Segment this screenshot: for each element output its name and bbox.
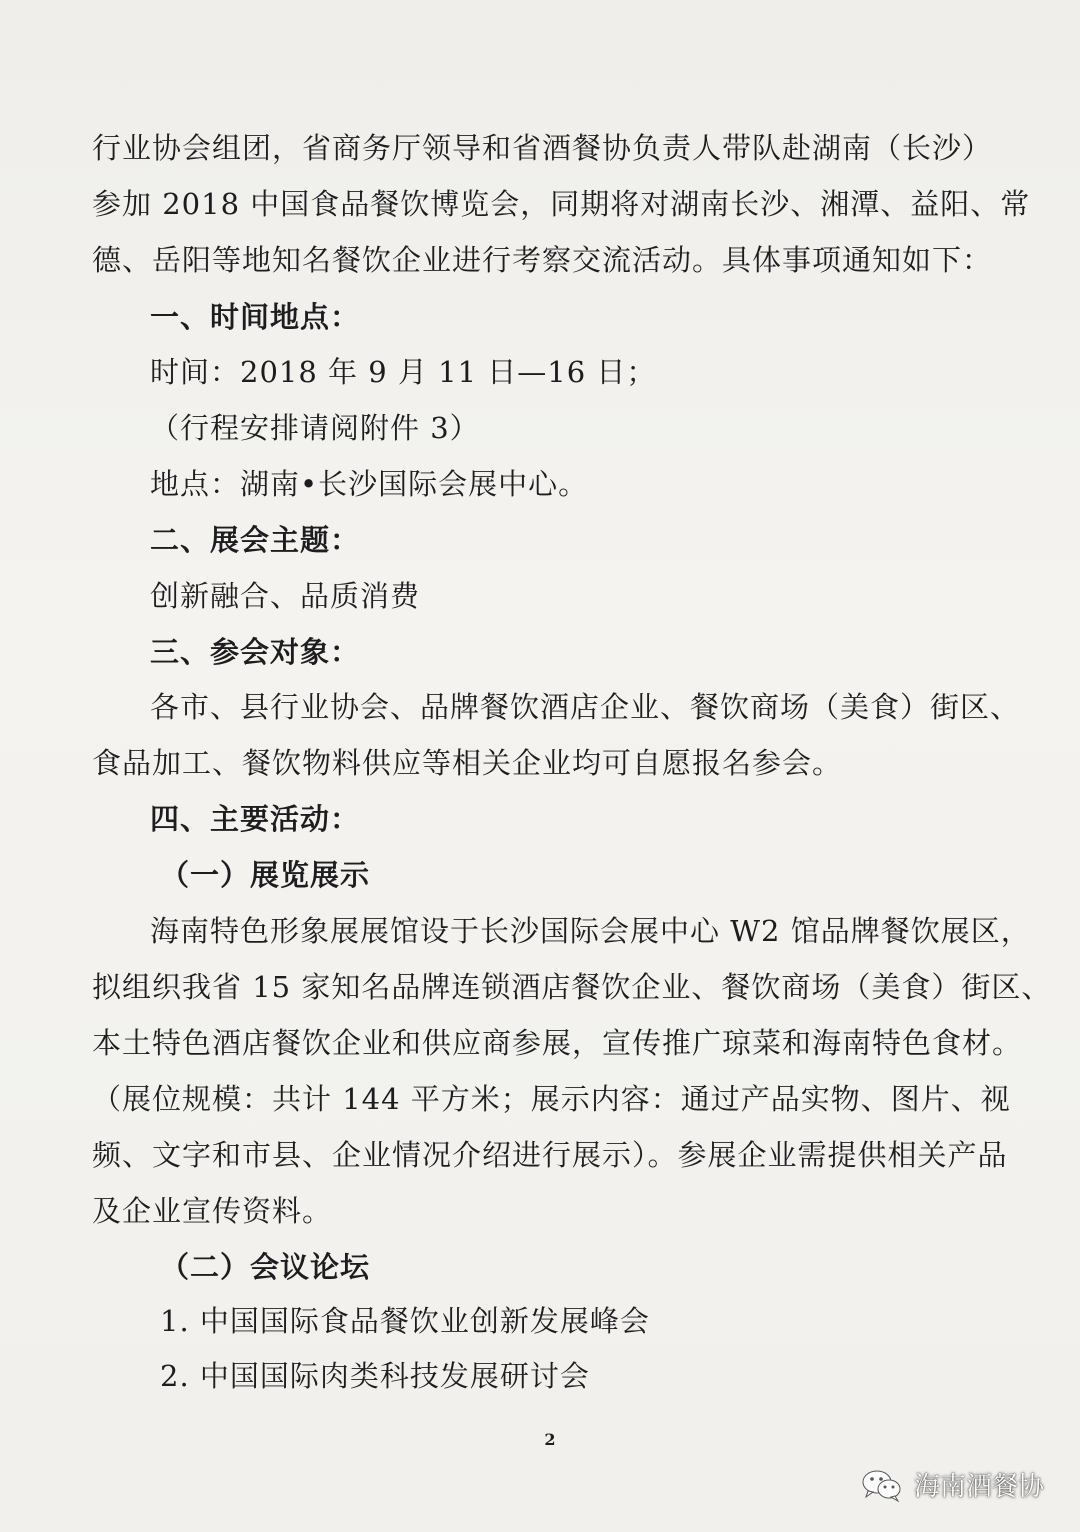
section3-line-1: 各市、县行业协会、品牌餐饮酒店企业、餐饮商场（美食）街区、 — [150, 690, 1021, 724]
wechat-icon — [860, 1467, 904, 1503]
section2-theme: 创新融合、品质消费 — [150, 579, 421, 613]
section4-sub2-heading: （二）会议论坛 — [160, 1250, 371, 1284]
sub1-line-1: 海南特色形象展展馆设于长沙国际会展中心 W2 馆品牌餐饮展区， — [150, 914, 1031, 948]
sub1-line-3: 本土特色酒店餐饮企业和供应商参展，宣传推广琼菜和海南特色食材。 — [92, 1026, 1023, 1060]
watermark-text: 海南酒餐协 — [913, 1472, 1044, 1502]
watermark — [860, 1466, 1044, 1503]
section1-itinerary: （行程安排请阅附件 3） — [150, 411, 480, 445]
sub1-line-6: 及企业宣传资料。 — [92, 1194, 333, 1228]
intro-line-2: 参加 2018 中国食品餐饮博览会，同期将对湖南长沙、湘潭、益阳、常 — [92, 187, 1031, 221]
section4-heading: 四、主要活动： — [150, 802, 361, 836]
sub1-line-5: 频、文字和市县、企业情况介绍进行展示）。参展企业需提供相关产品 — [92, 1138, 1008, 1172]
sub1-line-2: 拟组织我省 15 家知名品牌连锁酒店餐饮企业、餐饮商场（美食）街区、 — [92, 970, 1052, 1004]
section1-heading: 一、时间地点： — [150, 300, 361, 334]
sub2-item-1: 1. 中国国际食品餐饮业创新发展峰会 — [160, 1304, 650, 1338]
section3-line-2: 食品加工、餐饮物料供应等相关企业均可自愿报名参会。 — [92, 746, 843, 780]
section4-sub1-heading: （一）展览展示 — [160, 858, 371, 892]
page-number: 2 — [544, 1430, 556, 1449]
sub2-item-2: 2. 中国国际肉类科技发展研讨会 — [160, 1359, 590, 1393]
section1-place: 地点：湖南•长沙国际会展中心。 — [150, 467, 589, 501]
intro-line-3: 德、岳阳等地知名餐饮企业进行考察交流活动。具体事项通知如下： — [92, 243, 993, 277]
sub1-line-4: （展位规模：共计 144 平方米；展示内容：通过产品实物、图片、视 — [92, 1082, 1011, 1116]
intro-line-1: 行业协会组团，省商务厅领导和省酒餐协负责人带队赴湖南（长沙） — [92, 131, 993, 165]
section2-heading: 二、展会主题： — [150, 523, 361, 557]
section1-time: 时间：2018 年 9 月 11 日—16 日； — [150, 355, 657, 389]
section3-heading: 三、参会对象： — [150, 635, 361, 669]
